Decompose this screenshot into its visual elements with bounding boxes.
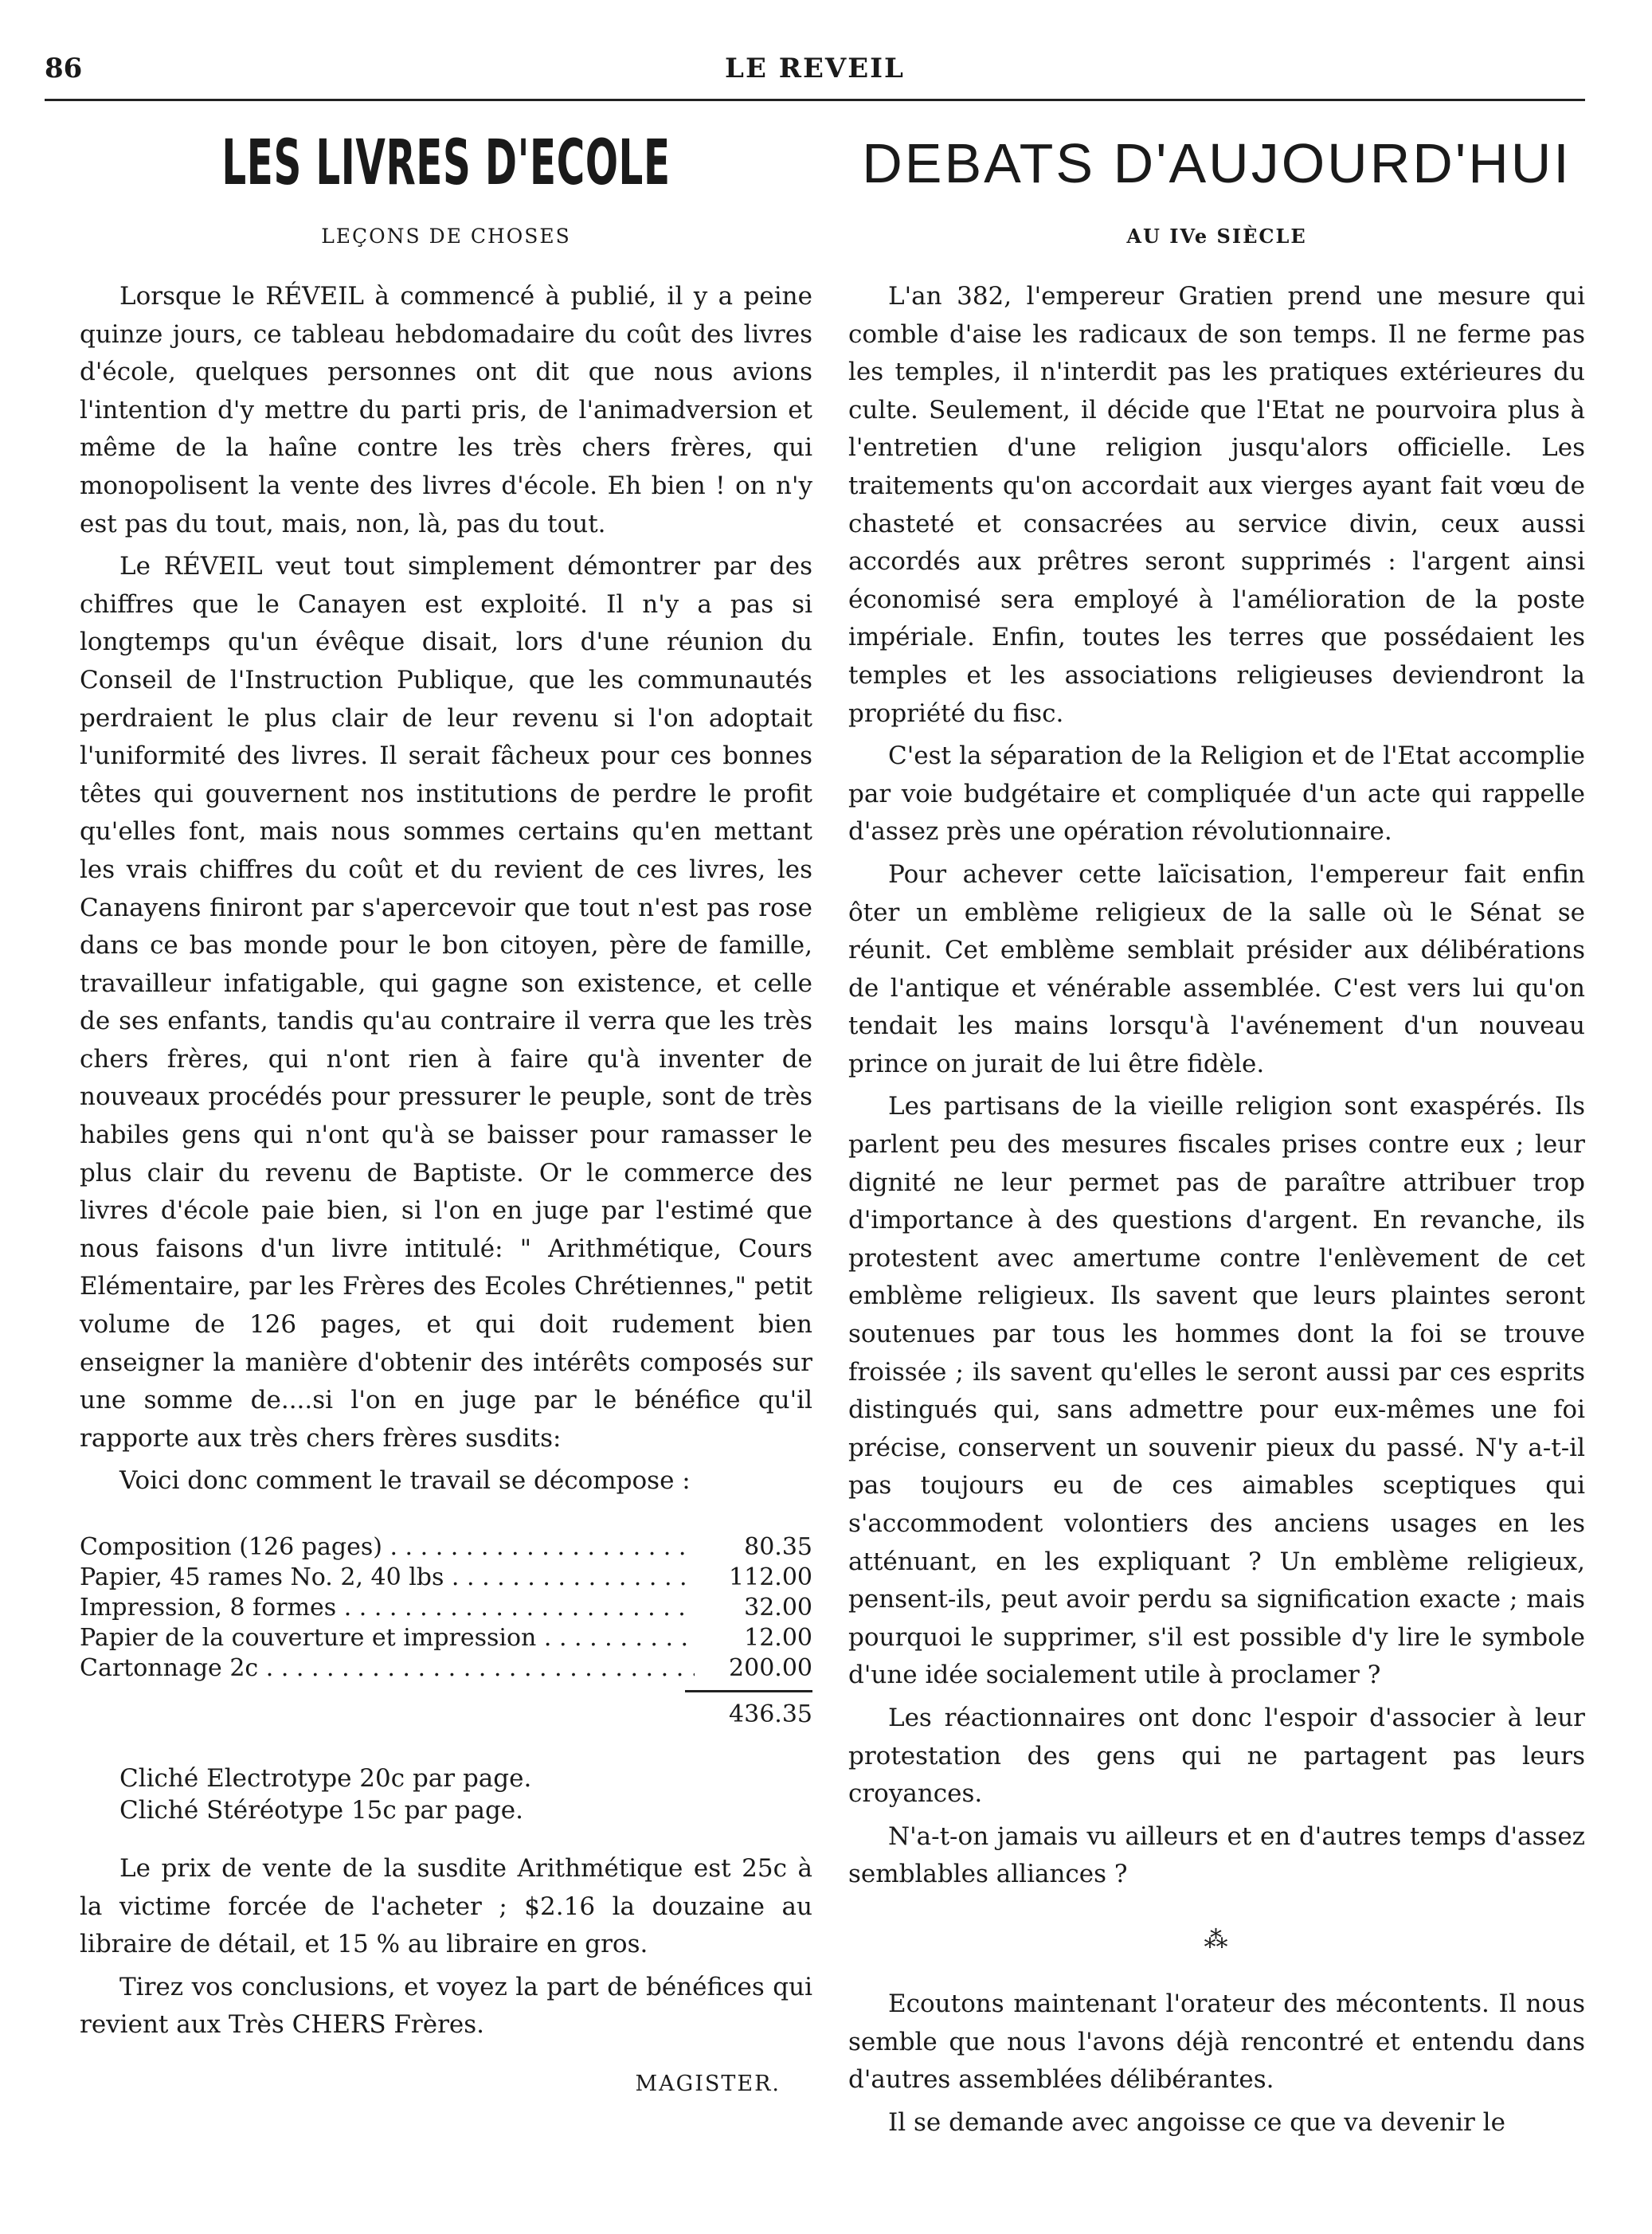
cost-label: Composition (126 pages) . . .: [80, 1532, 695, 1563]
cost-row: [80, 1563, 812, 1593]
article-title-right: DEBATS D'AUJOURD'HUI: [862, 132, 1572, 194]
cost-label: Cartonnage 2c . . .: [80, 1653, 695, 1684]
paragraph: Ecoutons maintenant l'orateur des mécontents. Il nous semble que nous l'avons déjà rencontré et entendu dans d'autres assemblées délibérantes.: [848, 1989, 1585, 2095]
paragraph: Tirez vos conclusions, et voyez la part de bénéfices qui revient aux Très CHERS Frères.: [80, 1972, 812, 2040]
signature: MAGISTER.: [635, 2071, 781, 2096]
left-column: [80, 119, 812, 2096]
cost-row: [80, 1653, 812, 1684]
right-column: [848, 119, 1585, 2146]
paragraph: Lorsque le RÉVEIL à commencé à publié, il y a peine quinze jours, ce tableau hebdomadaire du coût des livres d'école, quelques personnes ont dit que nous avions l'intention d'y mettre du parti pris, de l'animadversion et même de la haîne contre les très chers frères, qui monopolisent la vente des livres d'école. Eh bien ! on n'y est pas du tout, mais, non, là, pas du tout.: [80, 282, 812, 538]
cost-label: Papier de la couverture et impression . . .: [80, 1623, 695, 1653]
paragraph: Le RÉVEIL veut tout simplement démontrer par des chiffres que le Canayen est exploité. Il n'y a pas si longtemps qu'un évêque disait, lors d'une réunion du Conseil de l'Instruction Publique, que les communautés perdraient le plus clair de leur revenu si l'on adoptait l'uniformité des livres. Il serait fâcheux pour ces bonnes têtes qui gouvernent nos institutions de perdre le profit qu'elles font, mais nous sommes certains qu'en mettant les vrais chiffres du coût et du revient de ces livres, les Canayens finiront par s'apercevoir que tout n'est pas rose dans ce bas monde pour le bon citoyen, père de famille, travailleur infatigable, qui gagne son existence, et celle de ses enfants, tandis qu'au contraire il verra que les très chers frères, qui n'ont rien à faire qu'à inventer de nouveaux procédés pour pressurer le peuple, sont de très habiles gens qui n'ont qu'à se baisser pour ramasser le plus clair du revenu de Baptiste. Or le commerce des livres d'école paie bien, si l'on en juge par l'estimé que nous faisons d'un livre intitulé: " Arithmétique, Cours Elémentaire, par les Frères des Ecoles Chrétiennes," petit volume de 126 pages, et qui doit rudement bien enseigner la manière d'obtenir des intérêts composés sur une somme de....si l'on en juge par le bénéfice qu'il rapporte aux très chers frères susdits:: [80, 552, 812, 1453]
cost-value: 12.00: [695, 1623, 812, 1653]
article-title-left: LES LIVRES D'ECOLE: [221, 127, 671, 199]
paragraph: Les partisans de la vieille religion sont exaspérés. Ils parlent peu des mesures fiscales prises contre eux ; leur dignité ne leur permet pas de paraître attribuer trop d'importance à des questions d'argent. En revanche, ils protestent avec amertume contre l'enlèvement de cet emblème religieux. Ils savent que leurs plaintes seront soutenues par tous les hommes dont la foi se trouve froissée ; ils savent qu'elles le seront aussi par ces esprits distingués qui, sans admettre pour eux-mêmes une foi précise, conservent un souvenir pieux du passé. N'y a-t-il pas toujours eu de ces aimables sceptiques qui s'accommodent volontiers des anciens usages en les atténuant, en les expliquant ? Un emblème religieux, pensent-ils, peut avoir perdu sa signification exacte ; mais pourquoi le supprimer, s'il est possible d'y lire le symbole d'une idée socialement utile à proclamer ?: [848, 1092, 1585, 1690]
cost-row: [80, 1593, 812, 1623]
cost-value: 112.00: [695, 1563, 812, 1593]
paragraph: Le prix de vente de la susdite Arithmétique est 25c à la victime forcée de l'acheter ; $2.16 la douzaine au libraire de détail, et 15 % au libraire en gros.: [80, 1854, 812, 1959]
cost-table: [80, 1532, 812, 1731]
cost-value: 200.00: [695, 1653, 812, 1684]
cliche-notes: [80, 1763, 812, 1826]
section-separator-asterism: ⁂: [1204, 1925, 1230, 1954]
total-rule: [685, 1690, 812, 1692]
article-subtitle-left: LEÇONS DE CHOSES: [321, 225, 571, 248]
page-number: 86: [45, 53, 83, 84]
page-header: [45, 48, 1585, 96]
paragraph: L'an 382, l'empereur Gratien prend une mesure qui comble d'aise les radicaux de son temps. Il ne ferme pas les temples, il n'interdit pas les pratiques extérieures du culte. Seulement, il décide que l'Etat ne pourvoira plus à l'entretien d'une religion jusqu'alors officielle. Les traitements qu'on accordait aux vierges ayant fait vœu de chasteté et consacrées au service divin, ceux aussi accordés aux prêtres seront supprimés : l'argent ainsi économisé sera employé à l'amélioration de la poste impériale. Enfin, toutes les terres que possédaient les temples et les associations religieuses deviendront la propriété du fisc.: [848, 282, 1585, 728]
paragraph: Il se demande avec angoisse ce que va devenir le: [888, 2107, 1505, 2137]
paragraph: Les réactionnaires ont donc l'espoir d'associer à leur protestation des gens qui ne partagent pas leurs croyances.: [848, 1703, 1585, 1809]
cost-row: [80, 1532, 812, 1563]
paragraph: Pour achever cette laïcisation, l'empereur fait enfin ôter un emblème religieux de la salle où le Sénat se réunit. Cet emblème semblait présider aux délibérations de l'antique et vénérable assemblée. C'est vers lui qu'on tendait les mains lorsqu'à l'avénement d'un nouveau prince on jurait de lui être fidèle.: [848, 859, 1585, 1078]
header-rule: [45, 99, 1585, 101]
cliche-line: Cliché Stéréotype 15c par page.: [119, 1796, 523, 1825]
paragraph: C'est la séparation de la Religion et de l'Etat accomplie par voie budgétaire et compliquée d'un acte qui rappelle d'assez près une opération révolutionnaire.: [848, 741, 1585, 847]
cost-value: 80.35: [695, 1532, 812, 1563]
paragraph: Voici donc comment le travail se décompose :: [119, 1466, 691, 1496]
cost-row: [80, 1623, 812, 1653]
cliche-line: Cliché Electrotype 20c par page.: [119, 1764, 532, 1793]
masthead: LE REVEIL: [725, 53, 905, 84]
cost-label: Papier, 45 rames No. 2, 40 lbs . . .: [80, 1563, 695, 1593]
cost-label: Impression, 8 formes . . .: [80, 1593, 695, 1623]
article-subtitle-right: AU IVe SIÈCLE: [1126, 225, 1307, 248]
cost-value: 32.00: [695, 1593, 812, 1623]
cost-total: 436.35: [729, 1700, 812, 1728]
paragraph: N'a-t-on jamais vu ailleurs et en d'autres temps d'assez semblables alliances ?: [848, 1821, 1585, 1889]
